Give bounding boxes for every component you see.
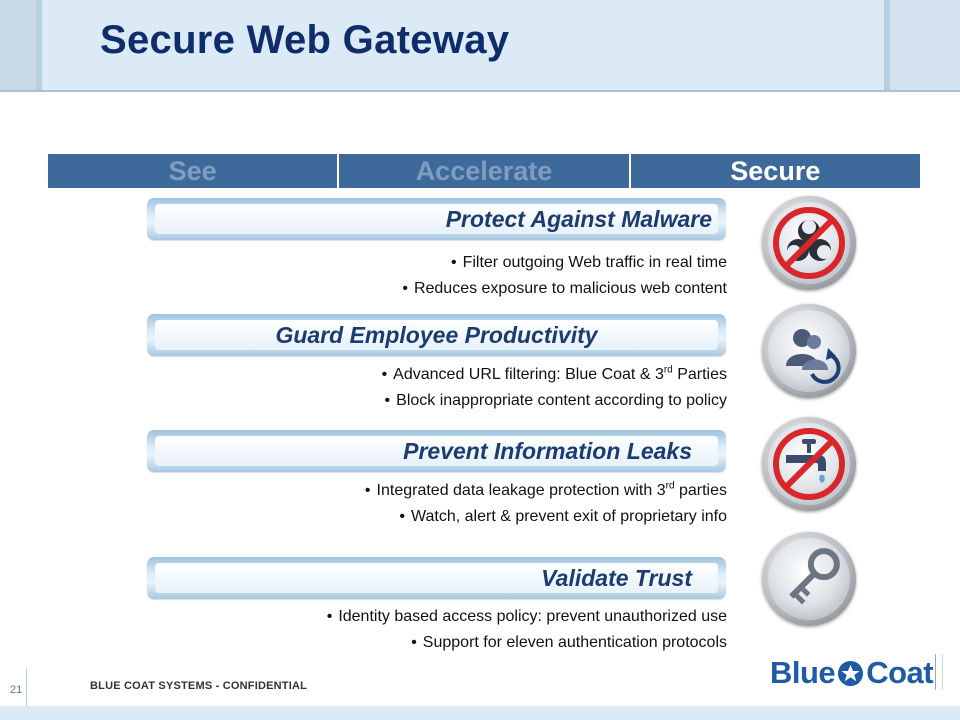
no-biohazard-icon: [762, 196, 856, 290]
user-refresh-icon: [762, 304, 856, 398]
confidential-notice: BLUE COAT SYSTEMS - CONFIDENTIAL: [90, 680, 308, 692]
feature-heading: Guard Employee Productivity: [275, 322, 598, 348]
logo-text-right: Coat: [866, 655, 934, 690]
bullet-item: [402, 250, 727, 276]
blue-coat-logo: [770, 655, 933, 691]
bullet-text: Integrated data leakage protection with 3: [376, 482, 666, 499]
bullet-text: Reduces exposure to malicious web content: [413, 280, 727, 297]
header-accent-strip: [36, 0, 42, 90]
bullet-text: Filter outgoing Web traffic in real time: [462, 254, 727, 271]
bullet-dot: •: [364, 482, 371, 499]
feature-heading-pill: [147, 557, 726, 599]
feature-heading: Protect Against Malware: [445, 206, 712, 232]
tab-secure: Secure: [631, 154, 920, 188]
feature-heading: Validate Trust: [541, 565, 692, 591]
header-accent-strip: [0, 0, 36, 90]
logo-text-left: Blue: [770, 655, 836, 690]
footer-divider: [26, 668, 27, 710]
bullet-dot: •: [402, 280, 408, 297]
feature-bullet-list: [402, 250, 727, 302]
no-faucet-glyph: [762, 417, 856, 511]
bullet-dot: •: [411, 634, 417, 651]
header-accent-strip: [890, 0, 960, 90]
superscript: rd: [665, 480, 675, 492]
see-accelerate-secure-bar: [48, 154, 920, 188]
superscript: rd: [663, 364, 673, 376]
bullet-item: [382, 388, 727, 414]
bullet-text: Parties: [672, 366, 727, 383]
bullet-text: Watch, alert & prevent exit of proprietary info: [411, 508, 727, 525]
feature-bullet-list: [327, 604, 727, 656]
bullet-text: parties: [674, 482, 727, 499]
key-glyph: [762, 532, 856, 626]
bullet-dot: •: [399, 508, 405, 525]
bullet-text: Advanced URL filtering: Blue Coat & 3: [393, 366, 664, 383]
bullet-dot: •: [381, 366, 388, 383]
footer-band: [0, 706, 960, 720]
no-faucet-icon: [762, 417, 856, 511]
header-band: [0, 0, 960, 92]
bullet-text: Block inappropriate content according to policy: [396, 392, 727, 409]
bullet-dot: •: [450, 254, 457, 271]
feature-heading-pill: [147, 430, 726, 472]
user-refresh-glyph: [762, 304, 856, 398]
feature-heading-pill: [147, 198, 726, 240]
bullet-text: Support for eleven authentication protocols: [422, 634, 727, 651]
key-icon: [762, 532, 856, 626]
bullet-text: Identity based access policy: prevent unauthorized use: [338, 608, 727, 625]
tab-see: See: [48, 154, 339, 188]
feature-bullet-list: [365, 478, 727, 530]
feature-heading: Prevent Information Leaks: [403, 438, 692, 464]
bullet-item: [365, 478, 727, 504]
bullet-dot: •: [384, 392, 391, 409]
feature-heading-pill: [147, 314, 726, 356]
bullet-item: [327, 630, 727, 656]
bullet-item: [402, 276, 727, 302]
feature-bullet-list: [382, 362, 727, 414]
logo-star-badge-icon: [837, 660, 864, 687]
no-biohazard-glyph: [762, 196, 856, 290]
page-number: 21: [10, 684, 23, 696]
tab-accelerate: Accelerate: [339, 154, 630, 188]
bullet-item: [327, 604, 727, 630]
page-title: Secure Web Gateway: [100, 18, 510, 62]
bullet-item: [382, 362, 727, 388]
bullet-dot: •: [326, 608, 333, 625]
bullet-item: [365, 504, 727, 530]
logo-divider-bars: [935, 654, 943, 690]
